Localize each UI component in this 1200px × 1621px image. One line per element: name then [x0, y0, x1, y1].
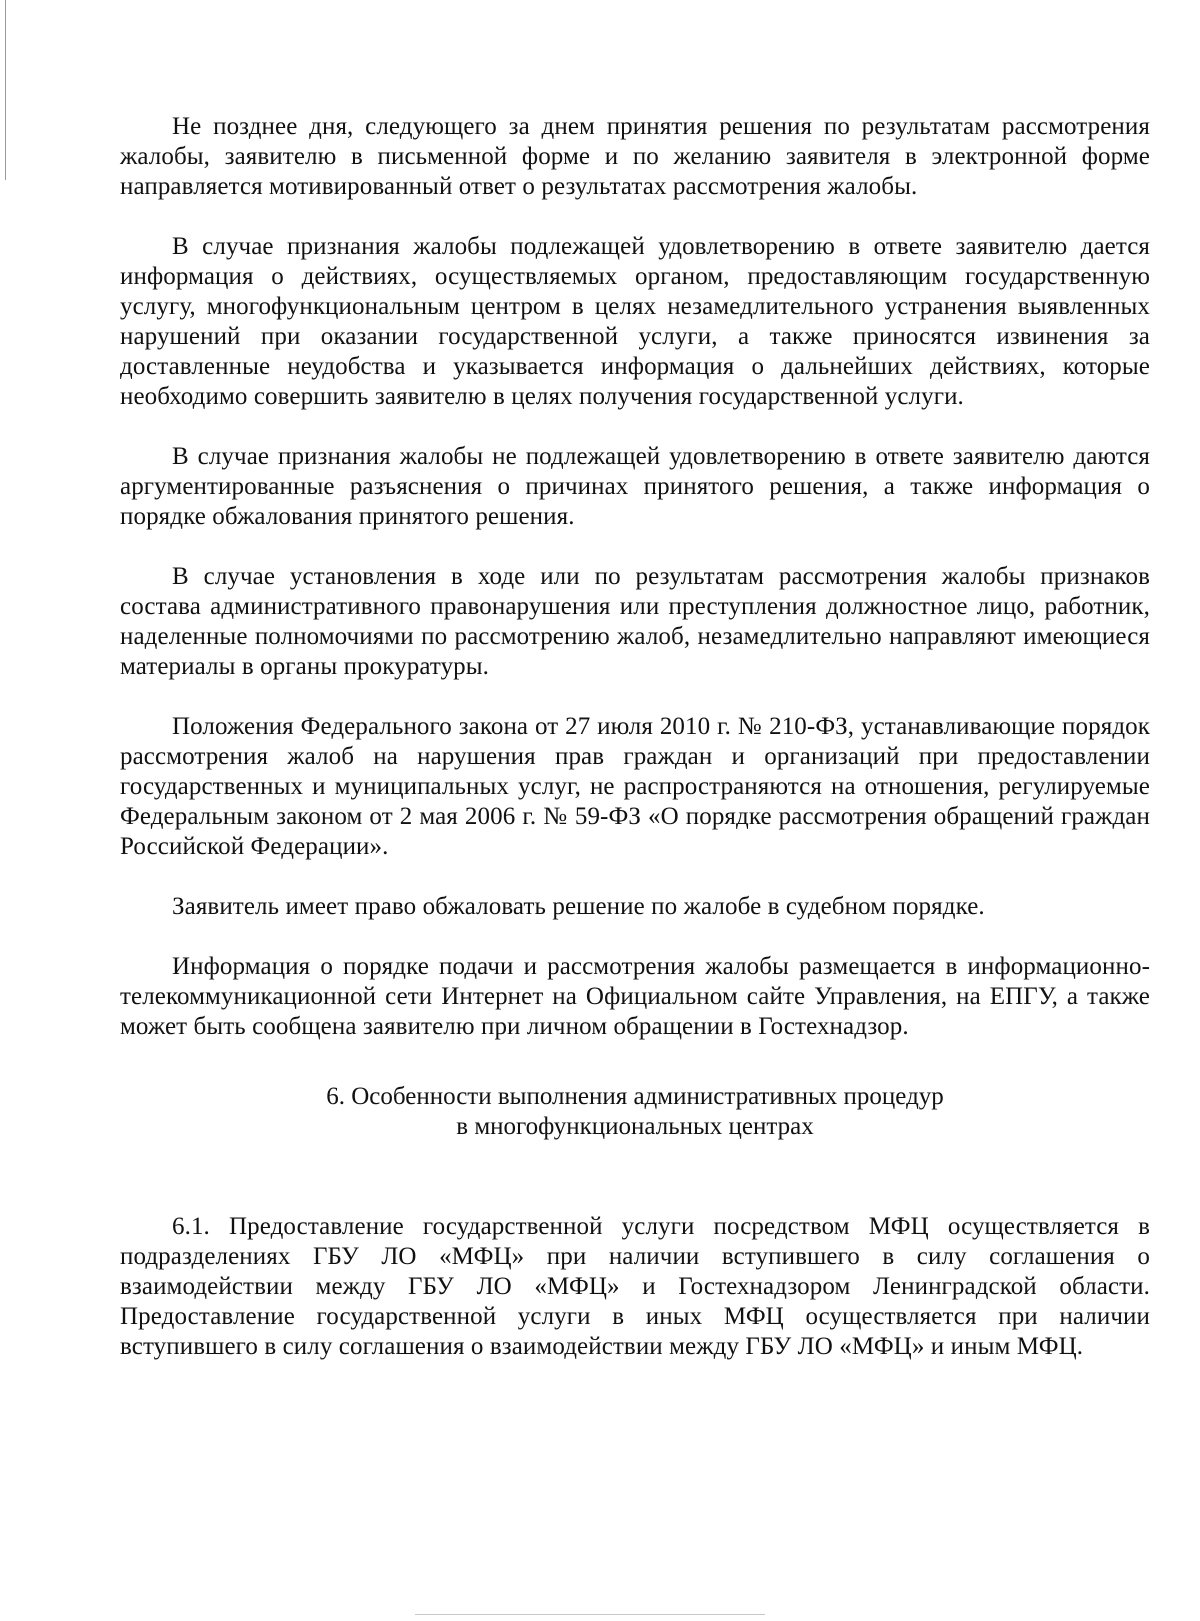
paragraph-federal-law: Положения Федерального закона от 27 июля 2010 г. № 210-ФЗ, устанавливающие порядок рассмотрения жалоб на нарушения прав граждан и организаций при предоставлении государственных и муниципальных услуг, не распространяются на отношения, регулируемые Федеральным законом от 2 мая 2006 г. № 59-ФЗ «О порядке рассмотрения обращений граждан Российской Федерации». — [120, 713, 1150, 860]
paragraph-response-deadline: Не позднее дня, следующего за днем принятия решения по результатам рассмотрения жалобы, заявителю в письменной форме и по желанию заявителя в электронной форме направляется мотивированный ответ о результатах рассмотрения жалобы. — [120, 113, 1150, 200]
section-heading-line-1: 6. Особенности выполнения административных процедур — [326, 1083, 944, 1110]
scan-bottom-edge — [415, 1614, 765, 1615]
paragraph-court-appeal: Заявитель имеет право обжаловать решение по жалобе в судебном порядке. — [172, 893, 985, 920]
scan-edge-mark — [5, 0, 6, 180]
document-body — [120, 112, 1150, 1392]
section-heading-line-2: в многофункциональных центрах — [456, 1113, 814, 1140]
section-heading — [120, 1082, 1150, 1142]
paragraph-violation-found: В случае установления в ходе или по результатам рассмотрения жалобы признаков состава административного правонарушения или преступления должностное лицо, работник, наделенные полномочиями по рассмотрению жалоб, незамедлительно направляют имеющиеся материалы в органы прокуратуры. — [120, 563, 1150, 680]
paragraph-complaint-rejected: В случае признания жалобы не подлежащей удовлетворению в ответе заявителю даются аргументированные разъяснения о причинах принятого решения, а также информация о порядке обжалования принятого решения. — [120, 443, 1150, 530]
paragraph-section-6-1: 6.1. Предоставление государственной услуги посредством МФЦ осуществляется в подразделениях ГБУ ЛО «МФЦ» при наличии вступившего в силу соглашения о взаимодействии между ГБУ ЛО «МФЦ» и Гостехнадзором Ленинградской области. Предоставление государственной услуги в иных МФЦ осуществляется при наличии вступившего в силу соглашения о взаимодействии между ГБУ ЛО «МФЦ» и иным МФЦ. — [120, 1213, 1150, 1360]
paragraph-complaint-satisfied: В случае признания жалобы подлежащей удовлетворению в ответе заявителю дается информация о действиях, осуществляемых органом, предоставляющим государственную услугу, многофункциональным центром в целях незамедлительного устранения выявленных нарушений при оказании государственной услуги, а также приносятся извинения за доставленные неудобства и указывается информация о дальнейших действиях, которые необходимо совершить заявителю в целях получения государственной услуги. — [120, 233, 1150, 410]
paragraph-information-posting: Информация о порядке подачи и рассмотрения жалобы размещается в информационно-телекоммуникационной сети Интернет на Официальном сайте Управления, на ЕПГУ, а также может быть сообщена заявителю при личном обращении в Гостехнадзор. — [120, 953, 1150, 1040]
